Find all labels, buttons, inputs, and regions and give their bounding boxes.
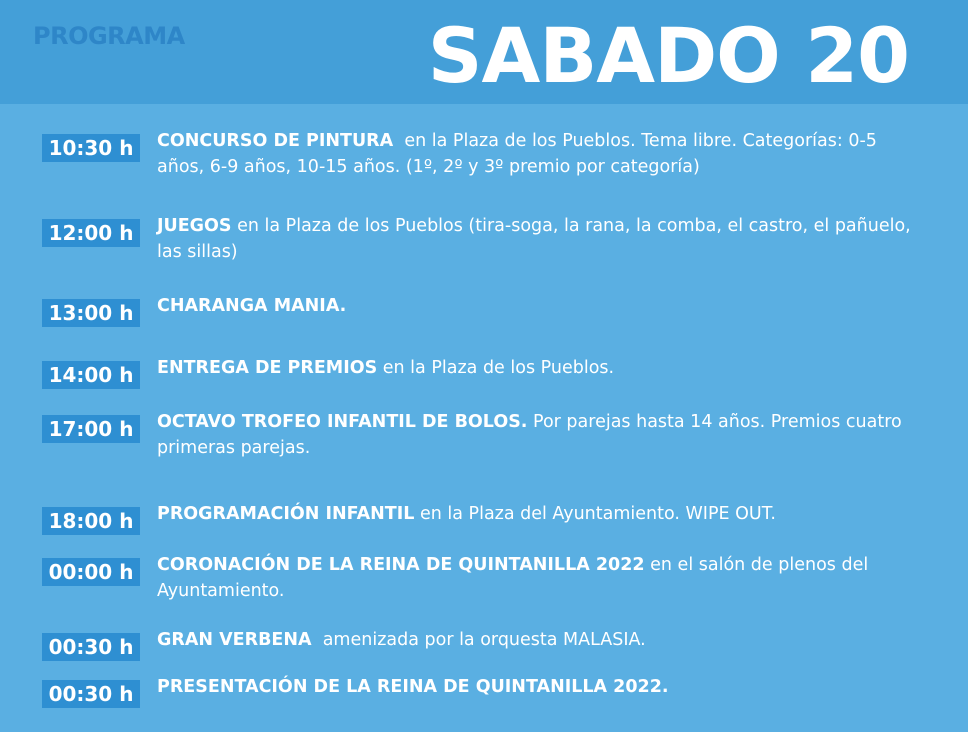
program-label: PROGRAMA — [33, 22, 185, 50]
event-title: JUEGOS — [157, 216, 232, 236]
event-details: en la Plaza de los Pueblos. Tema libre. Categorías: 0-5 años, 6-9 años, 10-15 años. (1º, 2º y 3º premio por categoría) — [157, 131, 883, 177]
event-title: PRESENTACIÓN DE LA REINA DE QUINTANILLA 2022. — [157, 677, 669, 697]
event-title: PROGRAMACIÓN INFANTIL — [157, 504, 415, 524]
event-description — [157, 213, 927, 265]
event-title: CONCURSO DE PINTURA — [157, 131, 394, 151]
time-badge: 12:00 h — [42, 219, 140, 247]
event-title: OCTAVO TROFEO INFANTIL DE BOLOS. — [157, 412, 528, 432]
time-badge: 14:00 h — [42, 361, 140, 389]
event-details: amenizada por la orquesta MALASIA. — [311, 630, 646, 650]
event-description — [157, 409, 927, 461]
event-details: en la Plaza del Ayuntamiento. WIPE OUT. — [414, 504, 776, 524]
event-title: GRAN VERBENA — [157, 630, 312, 650]
event-description — [157, 293, 927, 319]
event-description — [157, 128, 927, 180]
time-badge: 00:30 h — [42, 680, 140, 708]
event-title: CORONACIÓN DE LA REINA DE QUINTANILLA 2022 — [157, 555, 645, 575]
event-title: ENTREGA DE PREMIOS — [157, 358, 378, 378]
event-description — [157, 627, 927, 653]
event-details: en el salón de plenos del Ayuntamiento. — [157, 555, 874, 601]
time-badge: 10:30 h — [42, 134, 140, 162]
time-badge: 00:00 h — [42, 558, 140, 586]
event-description — [157, 674, 927, 700]
event-description — [157, 552, 927, 604]
time-badge: 18:00 h — [42, 507, 140, 535]
event-details: en la Plaza de los Pueblos (tira-soga, la rana, la comba, el castro, el pañuelo, las sillas) — [157, 216, 917, 262]
day-title: SABADO 20 — [427, 11, 909, 100]
time-badge: 00:30 h — [42, 633, 140, 661]
event-description — [157, 355, 927, 381]
time-badge: 13:00 h — [42, 299, 140, 327]
event-title: CHARANGA MANIA. — [157, 296, 347, 316]
event-details: Por parejas hasta 14 años. Premios cuatro primeras parejas. — [157, 412, 908, 458]
time-badge: 17:00 h — [42, 415, 140, 443]
event-description — [157, 501, 927, 527]
event-details: en la Plaza de los Pueblos. — [377, 358, 615, 378]
